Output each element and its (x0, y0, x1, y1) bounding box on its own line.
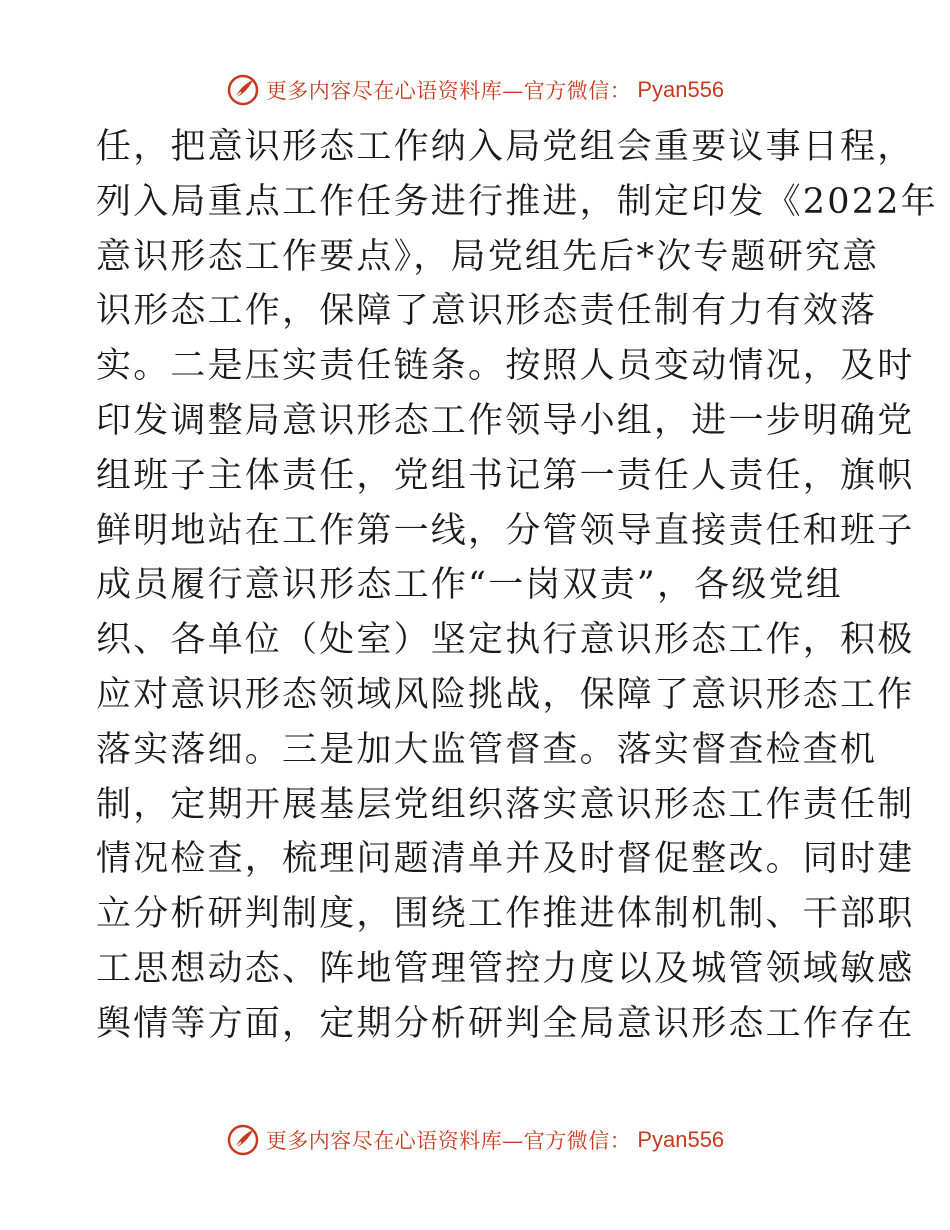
watermark-text: 更多内容尽在心语资料库—官方微信： (265, 1129, 632, 1153)
text-line: 组班子主体责任，党组书记第一责任人责任，旗帜 (96, 455, 915, 496)
text-line: 舆情等方面，定期分析研判全局意识形态工作存在 (96, 1003, 915, 1044)
text-line: 意识形态工作要点》，局党组先后*次专题研究意 (96, 236, 880, 277)
text-line: 工思想动态、阵地管理管控力度以及城管领域敏感 (96, 948, 915, 989)
quill-logo-icon (226, 1123, 260, 1157)
watermark-wechat-id: Pyan556 (637, 1127, 725, 1152)
watermark-wechat-id: Pyan556 (637, 77, 725, 102)
text-line: 印发调整局意识形态工作领导小组，进一步明确党 (96, 400, 915, 441)
text-line: 列入局重点工作任务进行推进，制定印发《2022年 (96, 181, 938, 222)
header-watermark (0, 70, 950, 110)
quill-logo-icon (226, 73, 260, 107)
text-line: 任，把意识形态工作纳入局党组会重要议事日程， (96, 127, 915, 167)
text-line: 应对意识形态领域风险挑战，保障了意识形态工作 (96, 674, 915, 715)
text-line: 鲜明地站在工作第一线，分管领导直接责任和班子 (96, 510, 915, 551)
text-line: 立分析研判制度，围绕工作推进体制机制、干部职 (96, 894, 915, 935)
text-line: 实。二是压实责任链条。按照人员变动情况，及时 (96, 346, 915, 387)
text-line: 制，定期开展基层党组织落实意识形态工作责任制 (96, 784, 915, 825)
text-line: 成员履行意识形态工作“一岗双责”，各级党组 (96, 565, 843, 606)
footer-watermark (0, 1120, 950, 1160)
watermark-text: 更多内容尽在心语资料库—官方微信： (265, 79, 632, 103)
text-line: 识形态工作，保障了意识形态责任制有力有效落 (96, 291, 878, 332)
body-paragraph (96, 120, 938, 1052)
text-line: 落实落细。三是加大监管督查。落实督查检查机 (96, 729, 878, 770)
text-line: 织、各单位（处室）坚定执行意识形态工作，积极 (96, 620, 915, 661)
text-line: 情况检查，梳理问题清单并及时督促整改。同时建 (96, 839, 915, 880)
